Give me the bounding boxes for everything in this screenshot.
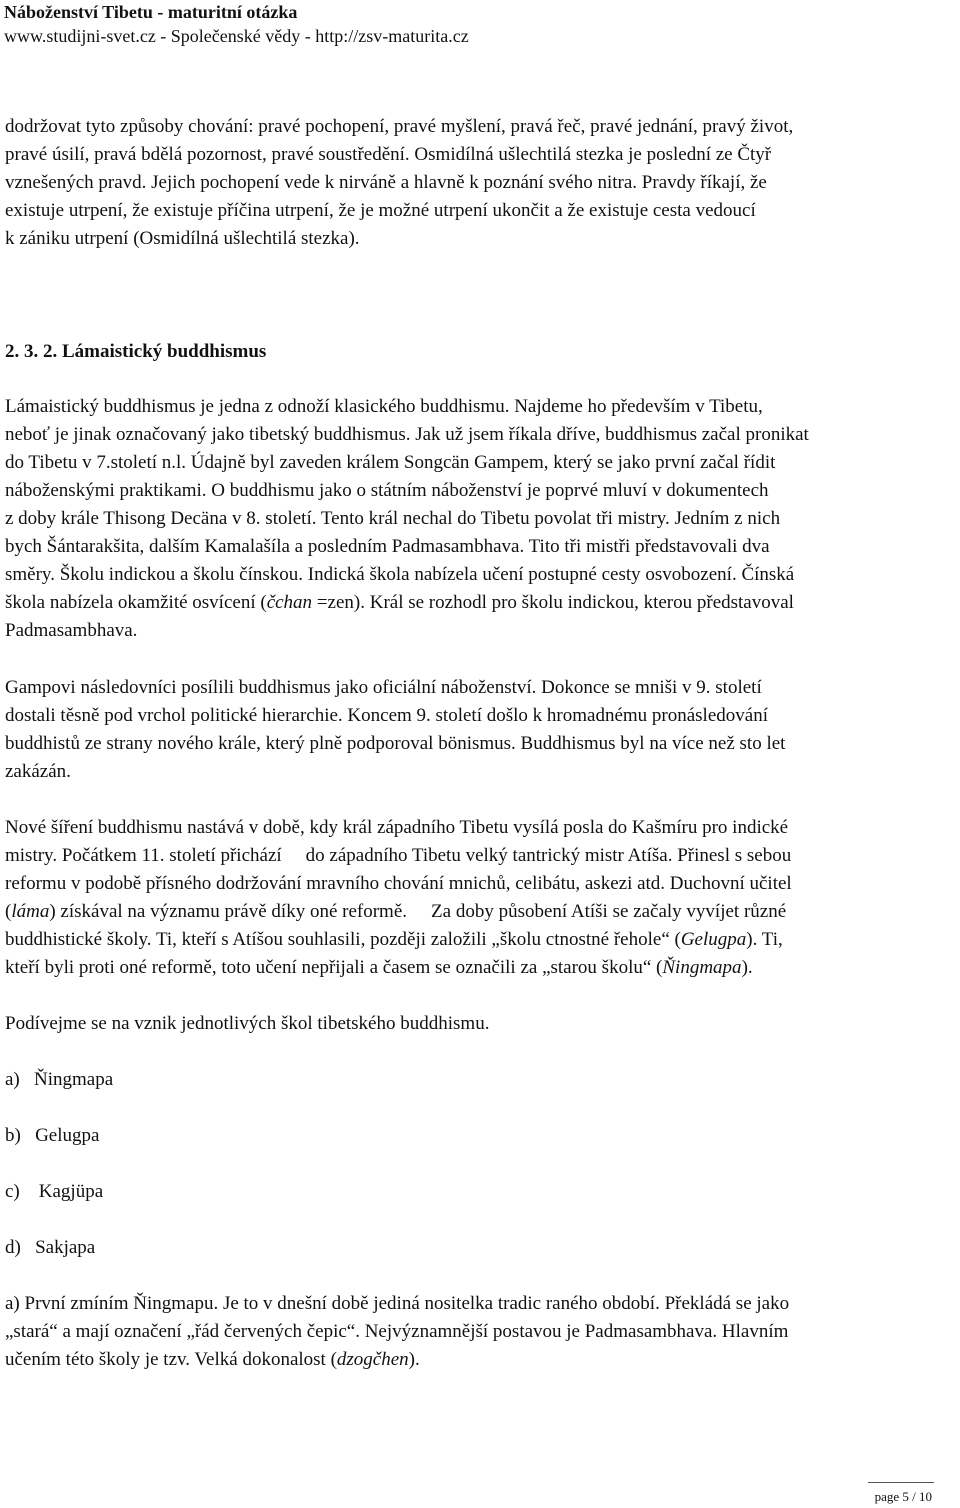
text-line: bych Šántarakšita, dalším Kamalašíla a posledním Padmasambhava. Tito tři mistři představovali dva (5, 536, 770, 557)
text-line (5, 898, 955, 926)
text-line: pravé úsilí, pravá bdělá pozornost, pravé soustředění. Osmidílná ušlechtilá stezka je poslední ze Čtyř (5, 144, 772, 165)
text-line (5, 954, 955, 982)
text-line: dodržovat tyto způsoby chování: pravé pochopení, pravé myšlení, pravá řeč, pravé jednání, pravý život, (5, 116, 794, 137)
text-line: a) První zmíním Ňingmapu. Je to v dnešní době jediná nositelka tradic raného období. Překládá se jako (5, 1293, 790, 1314)
school-name: Kagjüpa (34, 1181, 104, 1202)
text-segment: ). (408, 1349, 420, 1370)
list-marker: b) (5, 1125, 21, 1146)
text-segment: učením této školy je tzv. Velká dokonalost ( (5, 1349, 337, 1370)
text-line (5, 1346, 955, 1374)
school-name: Sakjapa (35, 1237, 96, 1258)
text-line: Gampovi následovníci posílili buddhismus jako oficiální náboženství. Dokonce se mniši v 9. století (5, 677, 762, 698)
text-segment: škola nabízela okamžité osvícení ( (5, 592, 267, 613)
list-marker: c) (5, 1181, 20, 1202)
school-list-item (5, 1178, 955, 1206)
list-marker: d) (5, 1237, 21, 1258)
text-line: neboť je jinak označovaný jako tibetský buddhismus. Jak už jsem říkala dříve, buddhismus začal pronikat (5, 424, 809, 445)
text-segment: buddhistické školy. Ti, kteří s Atíšou souhlasili, později založili „školu ctnostné řehole“ ( (5, 929, 681, 950)
text-segment: ( (5, 901, 12, 922)
school-list-item (5, 1066, 955, 1094)
text-line: zakázán. (5, 761, 71, 782)
paragraph-noble-path (5, 113, 955, 253)
text-segment: =zen). Král se rozhodl pro školu indickou, kterou představoval (312, 592, 794, 613)
italic-term: Ňingmapa (662, 957, 742, 978)
text-line: dostali těsně pod vrchol politické hierarchie. Koncem 9. století došlo k hromadnému pronásledování (5, 705, 768, 726)
text-segment: ). Ti, (746, 929, 783, 950)
text-segment: mistry. Počátkem 11. století přichází (5, 845, 282, 866)
italic-term: Gelugpa (680, 929, 747, 950)
text-line: směry. Školu indickou a školu čínskou. Indická škola nabízela učení postupné cesty osvobození. Čínská (5, 564, 795, 585)
text-line: buddhistů ze strany nového krále, který plně podporoval bönismus. Buddhismus byl na více než sto let (5, 733, 786, 754)
italic-term: čchan (266, 592, 313, 613)
text-line (5, 842, 955, 870)
text-line: do Tibetu v 7.století n.l. Údajně byl zaveden králem Songcän Gampem, který se jako první začal řídit (5, 452, 776, 473)
text-segment: Za doby působení Atíši se začaly vyvíjet různé (431, 901, 787, 922)
school-list-item (5, 1122, 955, 1150)
paragraph-new-spread (5, 814, 955, 982)
text-segment: kteří byli proti oné reformě, toto učení nepřijali a časem se označili za „starou školu“ ( (5, 957, 663, 978)
text-segment: do západního Tibetu velký tantrický mistr Atíša. Přinesl s sebou (305, 845, 792, 866)
text-line: Lámaistický buddhismus je jedna z odnoží klasického buddhismu. Najdeme ho především v Tibetu, (5, 396, 763, 417)
text-line (5, 926, 955, 954)
text-line: reformu v podobě přísného dodržování mravního chování mnichů, celibátu, askezi atd. Duchovní učitel (5, 873, 792, 894)
section-heading: 2. 3. 2. Lámaistický buddhismus (5, 341, 267, 362)
text-line: Padmasambhava. (5, 620, 138, 641)
school-list-item (5, 1234, 955, 1262)
footer-divider (868, 1482, 934, 1483)
italic-term: láma (11, 901, 50, 922)
school-name: Ňingmapa (34, 1069, 114, 1090)
text-line (5, 589, 955, 617)
italic-term: dzogčhen (336, 1349, 409, 1370)
text-line: existuje utrpení, že existuje příčina utrpení, že je možné utrpení ukončit a že existuje cesta vedoucí (5, 200, 756, 221)
text-line: náboženskými praktikami. O buddhismu jako o státním náboženství je poprvé mluví v dokumentech (5, 480, 769, 501)
school-name: Gelugpa (35, 1125, 100, 1146)
page-number: page 5 / 10 (874, 1489, 932, 1504)
paragraph-lamaism (5, 393, 955, 645)
page-header (4, 0, 469, 48)
text-line: „stará“ a mají označení „řád červených čepic“. Nejvýznamnější postavou je Padmasambhava. Hlavním (5, 1321, 789, 1342)
text-line: k zániku utrpení (Osmidílná ušlechtilá stezka). (5, 228, 360, 249)
paragraph-schools-intro: Podívejme se na vznik jednotlivých škol tibetského buddhismu. (5, 1013, 490, 1034)
text-segment: ). (741, 957, 753, 978)
text-segment: ) získával na významu právě díky oné reformě. (49, 901, 408, 922)
list-marker: a) (5, 1069, 20, 1090)
paragraph-ningmapa (5, 1290, 955, 1374)
paragraph-gampo (5, 674, 955, 786)
document-title: Náboženství Tibetu - maturitní otázka (4, 2, 298, 22)
text-line: z doby krále Thisong Decäna v 8. století. Tento král nechal do Tibetu povolat tři mistry. Jedním z nich (5, 508, 781, 529)
document-subtitle: www.studijni-svet.cz - Společenské vědy - http://zsv-maturita.cz (4, 26, 469, 46)
text-line: vznešených pravd. Jejich pochopení vede k nirváně a hlavně k poznání svého nitra. Pravdy říkají, že (5, 172, 767, 193)
text-line: Nové šíření buddhismu nastává v době, kdy král západního Tibetu vysílá posla do Kašmíru pro indické (5, 817, 789, 838)
